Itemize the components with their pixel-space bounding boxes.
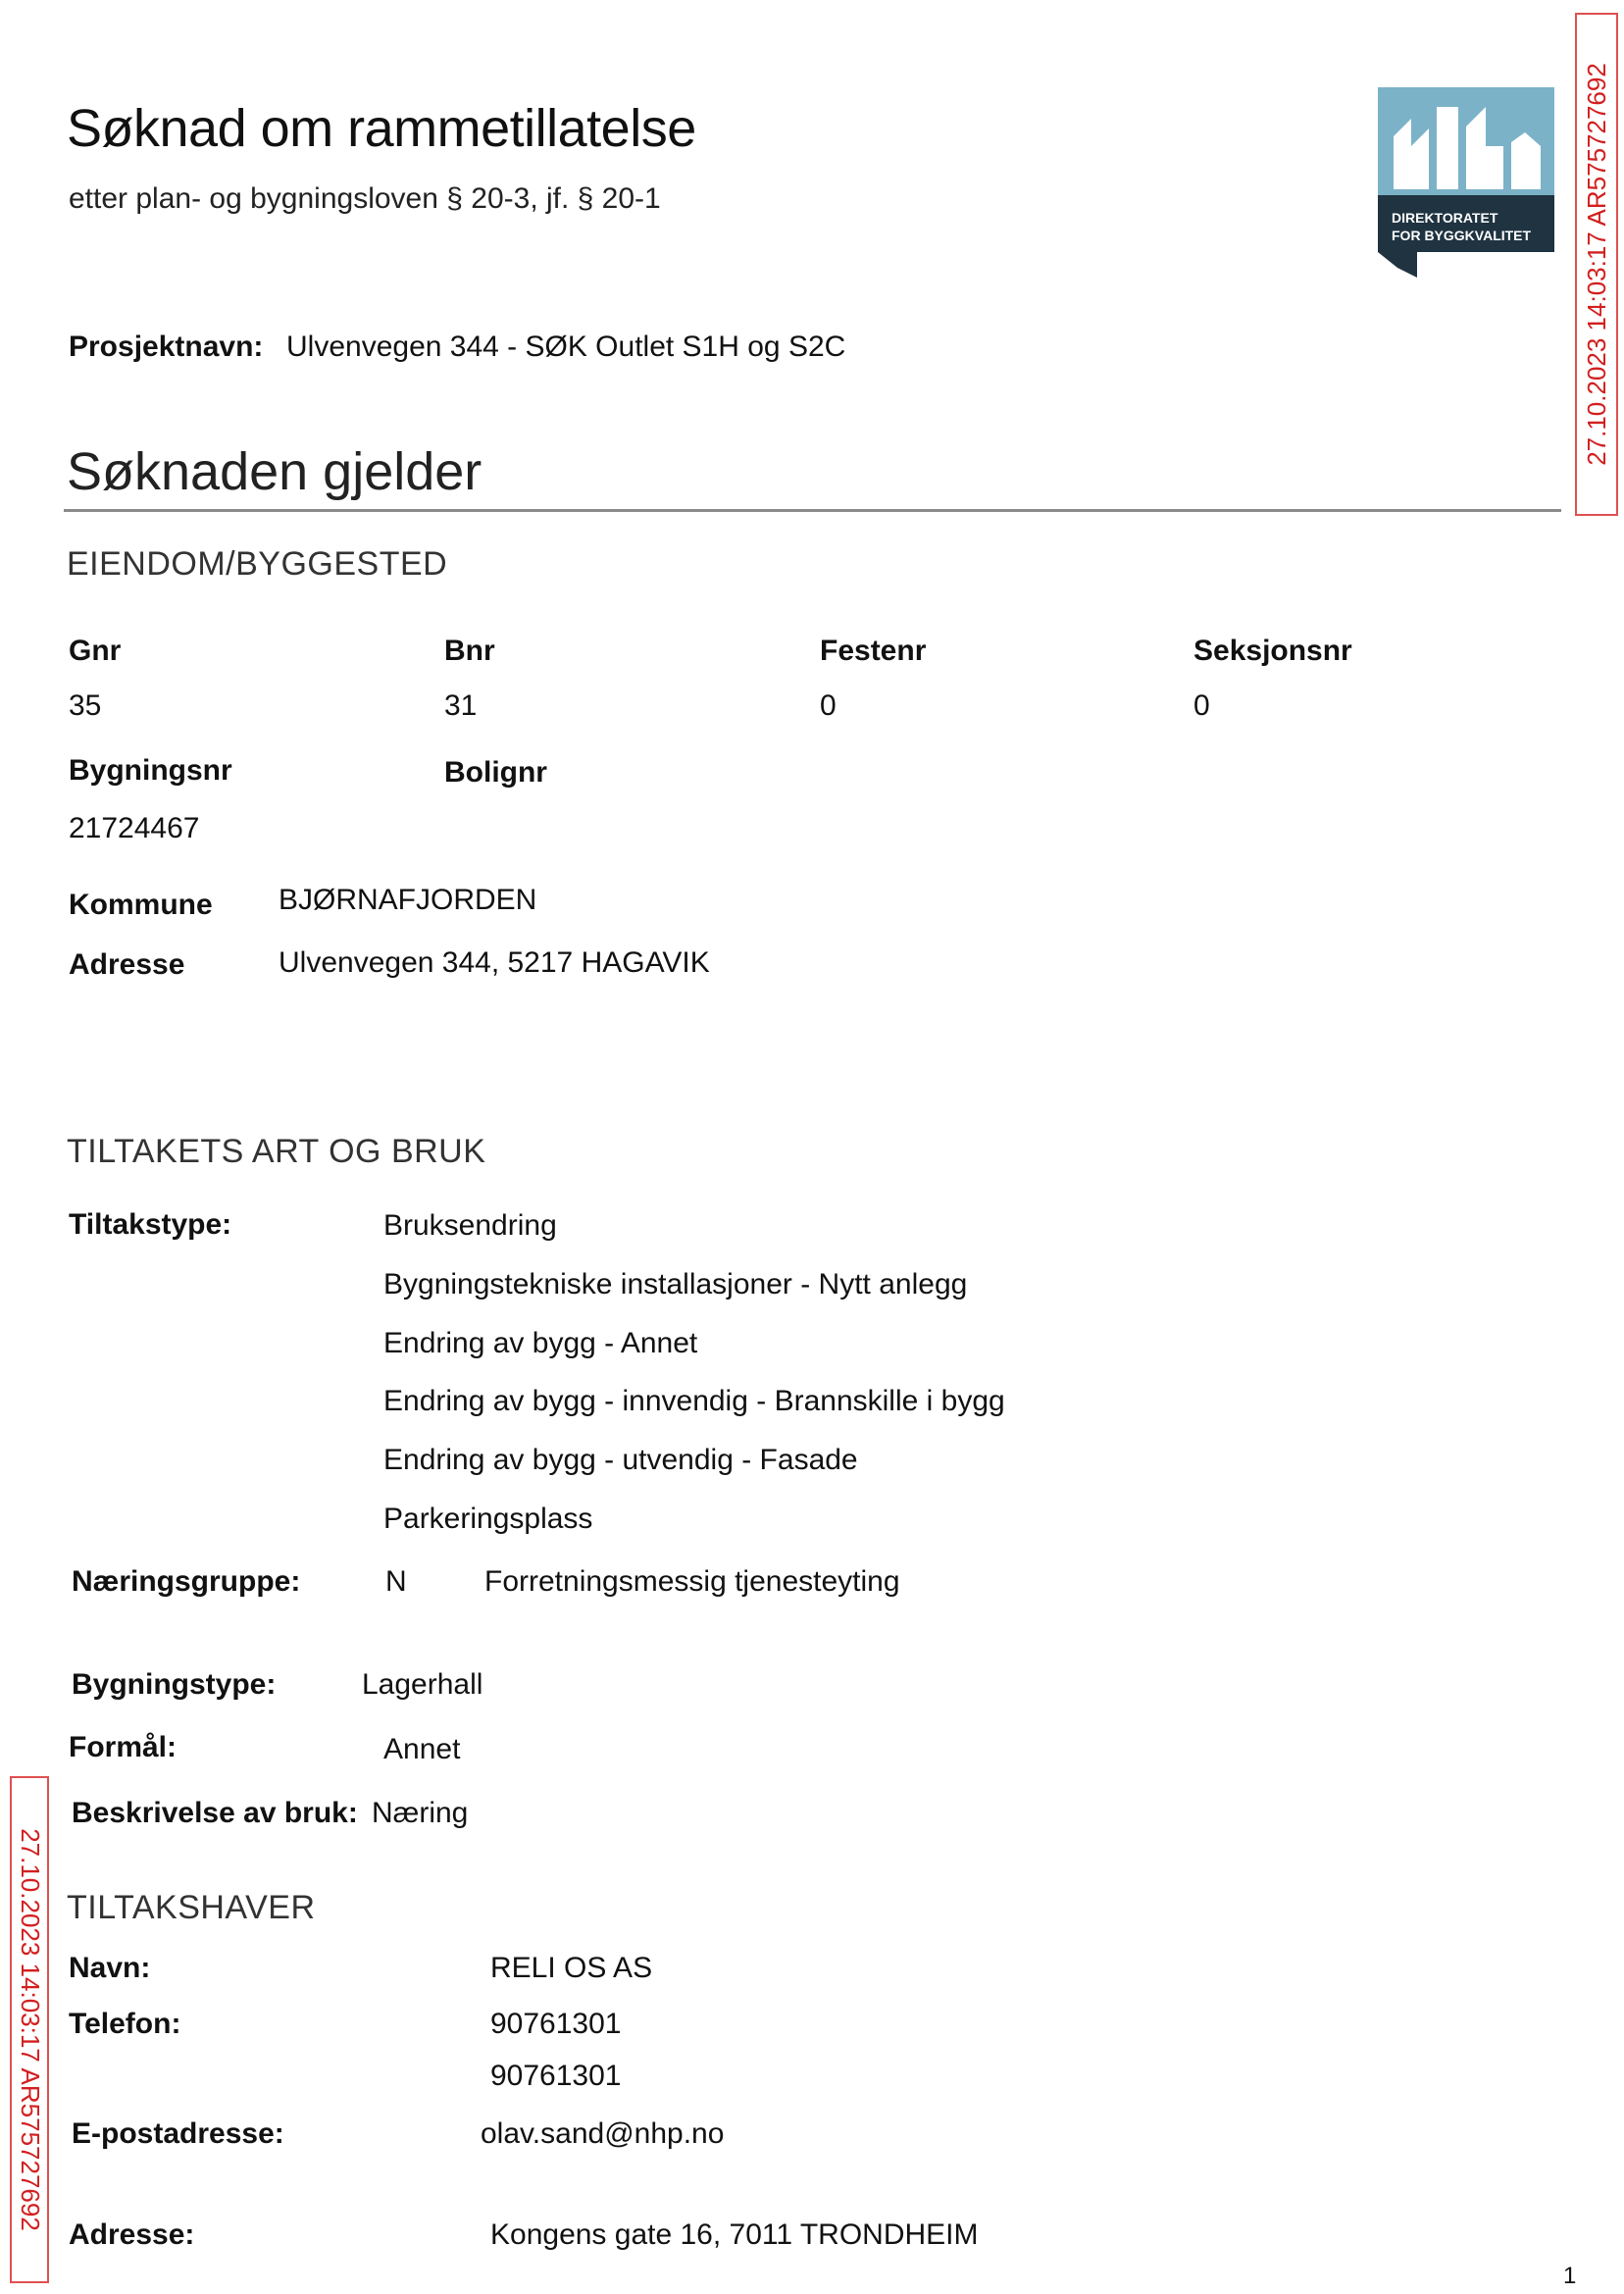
festenr-label: Festenr (820, 635, 927, 667)
tiltakstype-item: Endring av bygg - utvendig - Fasade (383, 1444, 858, 1476)
gnr-value: 35 (69, 689, 102, 722)
stamp-text: 27.10.2023 14:03:17 AR575727692 (1581, 63, 1611, 466)
bygningsnr-value: 21724467 (69, 812, 200, 844)
project-value: Ulvenvegen 344 - SØK Outlet S1H og S2C (286, 331, 846, 363)
page-title: Søknad om rammetillatelse (67, 99, 696, 158)
naeringsgruppe-code: N (385, 1565, 407, 1598)
festenr-value: 0 (820, 689, 837, 722)
telefon-label: Telefon: (69, 2008, 181, 2040)
kommune-label: Kommune (69, 889, 213, 921)
navn-value: RELI OS AS (490, 1952, 653, 1984)
naeringsgruppe-label: Næringsgruppe: (72, 1565, 301, 1598)
navn-label: Navn: (69, 1952, 151, 1984)
bolignr-label: Bolignr (444, 756, 547, 789)
logo-text-line1: DIREKTORATET (1392, 210, 1498, 226)
telefon-value: 90761301 (490, 2008, 622, 2040)
formal-label: Formål: (69, 1731, 178, 1763)
bygningstype-label: Bygningstype: (72, 1668, 277, 1701)
property-heading: EIENDOM/BYGGESTED (67, 545, 448, 583)
archive-stamp-left (10, 1776, 49, 2283)
naeringsgruppe-value: Forretningsmessig tjenesteyting (484, 1565, 900, 1598)
tiltakstype-item: Endring av bygg - innvendig - Brannskille i bygg (383, 1385, 1005, 1417)
kommune-value: BJØRNAFJORDEN (279, 884, 537, 916)
building-logo-icon (1378, 87, 1554, 278)
seksjonsnr-label: Seksjonsnr (1193, 635, 1352, 667)
archive-stamp-top (1575, 13, 1618, 516)
tiltakstype-item: Endring av bygg - Annet (383, 1327, 698, 1359)
tiltakstype-label: Tiltakstype: (69, 1208, 232, 1241)
bygningsnr-label: Bygningsnr (69, 754, 232, 787)
seksjonsnr-value: 0 (1193, 689, 1210, 722)
tiltakstype-item: Parkeringsplass (383, 1503, 593, 1535)
logo-text-line2: FOR BYGGKVALITET (1392, 228, 1532, 243)
epost-label: E-postadresse: (72, 2117, 284, 2150)
bnr-value: 31 (444, 689, 478, 722)
epost-value: olav.sand@nhp.no (481, 2117, 725, 2150)
applicant-heading: TILTAKSHAVER (67, 1889, 316, 1926)
stamp-text: 27.10.2023 14:03:17 AR575727692 (15, 1828, 45, 2231)
beskrivelse-label: Beskrivelse av bruk: (72, 1797, 358, 1829)
beskrivelse-value: Næring (372, 1797, 469, 1829)
telefon-value: 90761301 (490, 2060, 622, 2092)
project-label: Prosjektnavn: (69, 331, 264, 363)
bnr-label: Bnr (444, 635, 495, 667)
section-divider (64, 509, 1561, 512)
formal-value: Annet (383, 1733, 461, 1765)
dibk-logo (1378, 87, 1554, 278)
measure-heading: TILTAKETS ART OG BRUK (67, 1133, 486, 1170)
tiltakstype-item: Bruksendring (383, 1209, 557, 1242)
tiltakstype-item: Bygningstekniske installasjoner - Nytt anlegg (383, 1268, 968, 1300)
adresse-label: Adresse (69, 948, 185, 981)
page-number: 1 (1563, 2263, 1577, 2289)
bygningstype-value: Lagerhall (362, 1668, 483, 1701)
applicant-adresse-label: Adresse: (69, 2218, 195, 2251)
adresse-value: Ulvenvegen 344, 5217 HAGAVIK (279, 946, 710, 979)
gnr-label: Gnr (69, 635, 122, 667)
section-heading: Søknaden gjelder (67, 442, 482, 501)
page-subtitle: etter plan- og bygningsloven § 20-3, jf. § 20-1 (69, 182, 661, 215)
applicant-adresse-value: Kongens gate 16, 7011 TRONDHEIM (490, 2218, 979, 2251)
